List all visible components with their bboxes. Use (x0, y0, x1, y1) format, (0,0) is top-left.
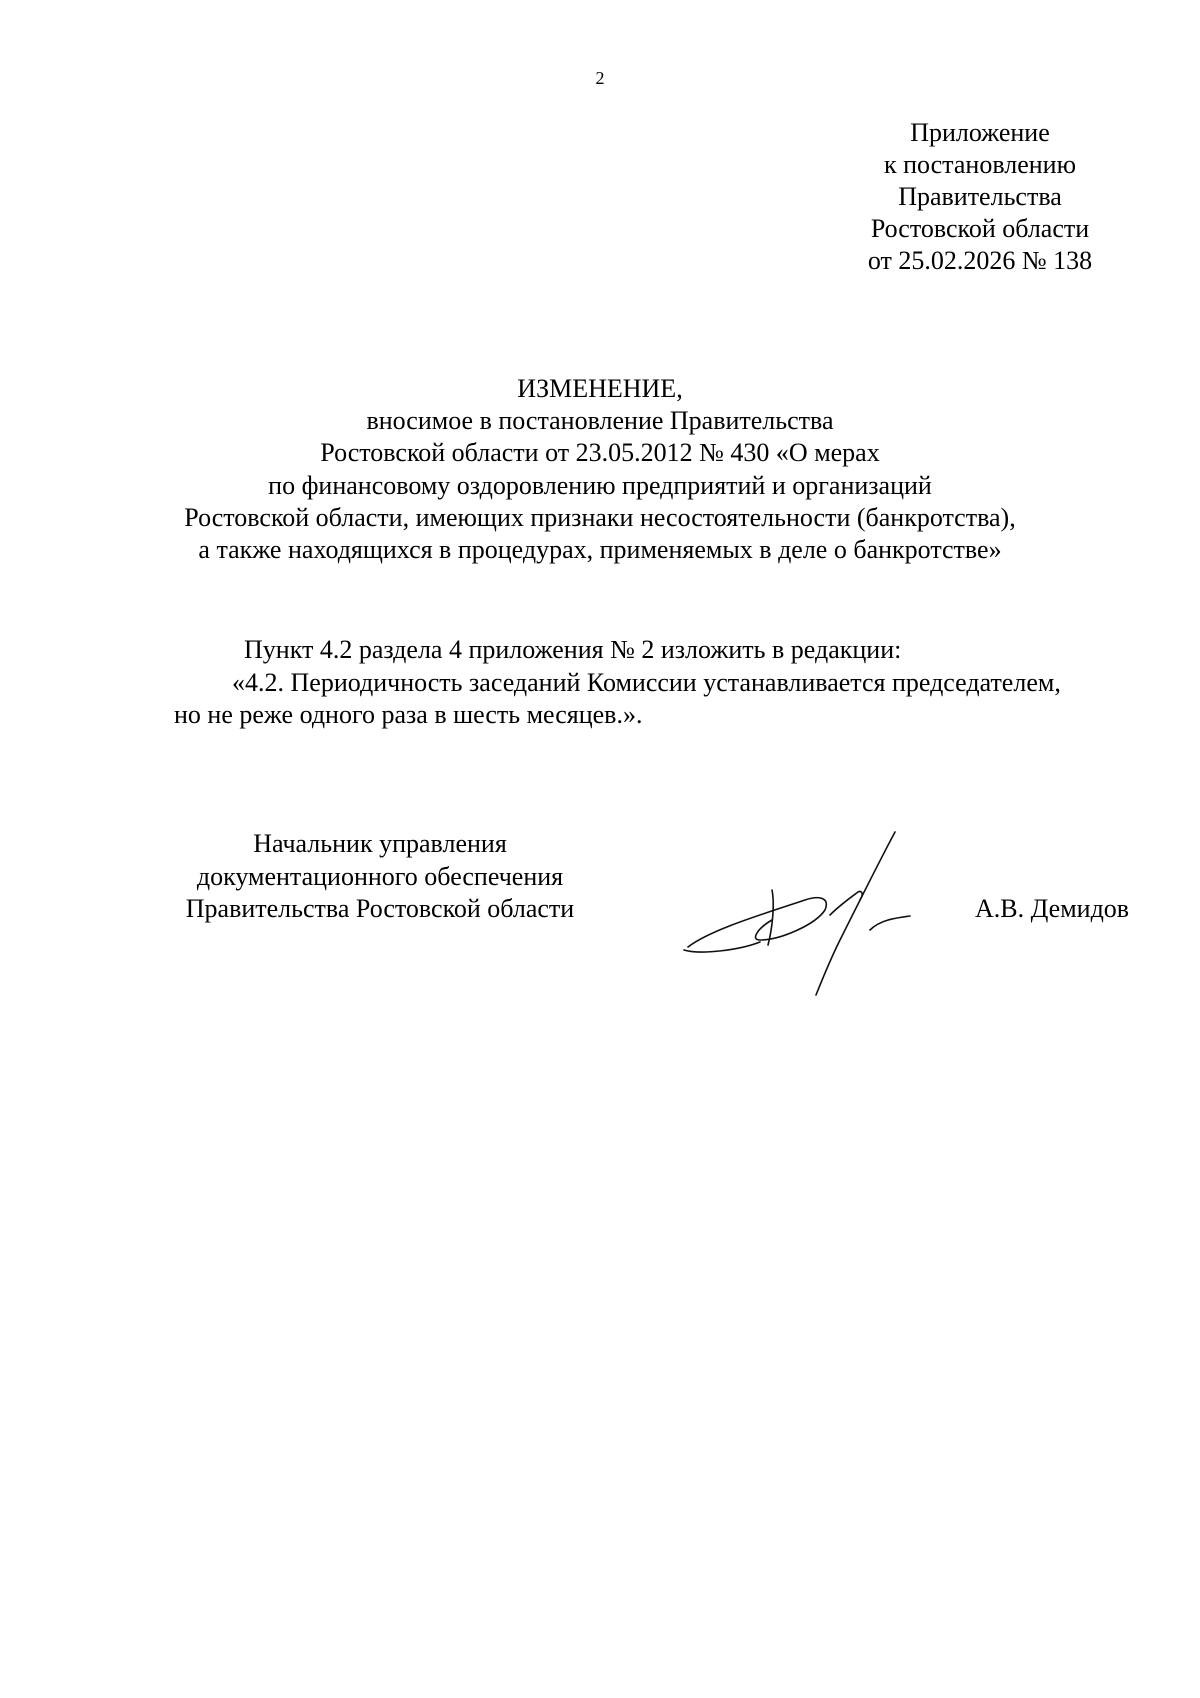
appendix-line: Правительства (898, 182, 1062, 211)
appendix-block (780, 117, 1180, 277)
appendix-line: Приложение (910, 118, 1050, 147)
title-heading: ИЗМЕНЕНИЕ, (517, 374, 683, 403)
title-line: Ростовской области от 23.05.2012 № 430 «О мерах (320, 438, 880, 468)
body-paragraph: Пункт 4.2 раздела 4 приложения № 2 изложить в редакции: (244, 635, 902, 664)
title-line: Ростовской области, имеющих признаки несостоятельности (банкротства), (184, 502, 1016, 532)
document-body (174, 634, 1164, 732)
document-title (0, 373, 1200, 566)
position-line: документационного обеспечения (196, 861, 564, 891)
signatory-position (150, 828, 610, 926)
body-paragraph: «4.2. Периодичность заседаний Комиссии устанавливается председателем, (232, 667, 1061, 697)
position-line: Правительства Ростовской области (185, 894, 575, 923)
handwritten-signature (680, 820, 950, 1000)
appendix-line: Ростовской области (870, 214, 1090, 243)
title-line: по финансовому оздоровлению предприятий и организаций (268, 470, 932, 500)
signatory-name: А.В. Демидов (975, 894, 1130, 923)
appendix-line: к постановлению (883, 150, 1077, 179)
body-paragraph-continuation: но не реже одного раза в шесть месяцев.». (174, 700, 643, 729)
appendix-line: от 25.02.2026 № 138 (867, 246, 1093, 275)
title-line: вносимое в постановление Правительства (366, 406, 834, 436)
position-line: Начальник управления (253, 829, 507, 858)
page-number: 2 (595, 68, 605, 88)
title-line: а также находящихся в процедурах, применяемых в деле о банкротстве» (198, 535, 1002, 565)
